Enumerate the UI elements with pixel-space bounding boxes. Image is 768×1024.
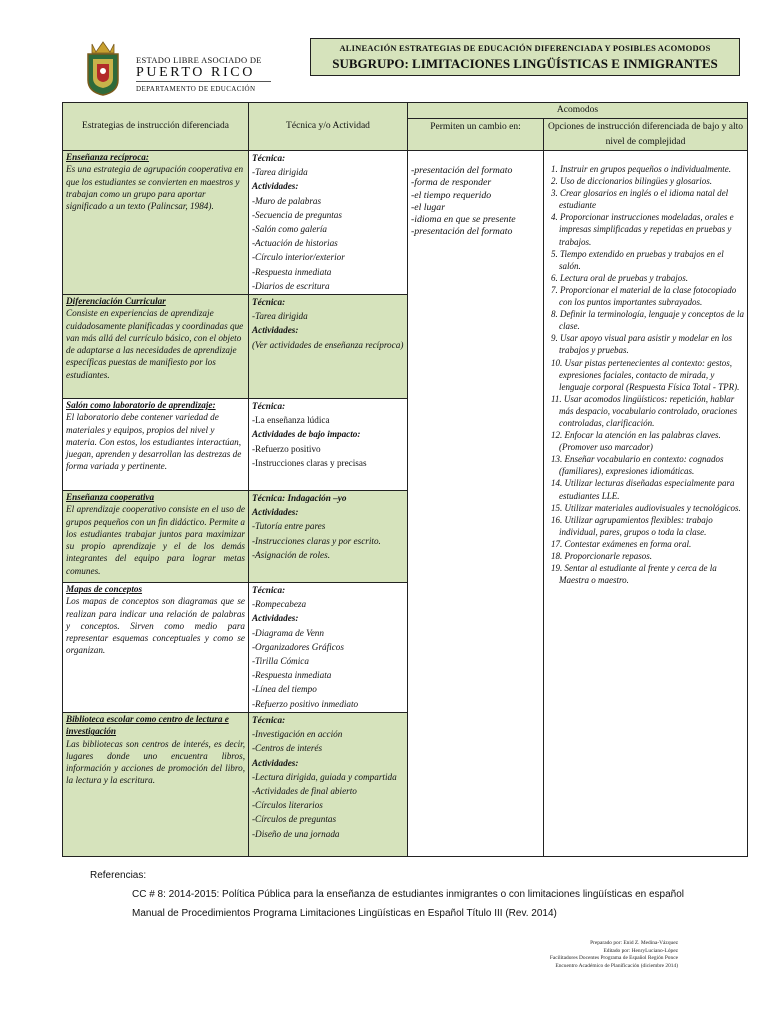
document-subtitle: SUBGRUPO: LIMITACIONES LINGÜÍSTICAS E INMIGRANTES [332, 56, 718, 71]
option-item: 2. Uso de diccionarios bilingües y glosarios. [551, 176, 712, 187]
activity-item: -Asignación de roles. [252, 549, 330, 560]
option-item: 16. Utilizar agrupamientos flexibles: trabajo individual, pares, grupos o toda la clase. [551, 514, 713, 537]
strategy-row [63, 713, 249, 857]
option-item: 14. Utilizar lecturas diseñadas especialmente para estudiantes LLE. [551, 478, 735, 501]
option-item: 3. Crear glosarios en inglés o el idioma natal del estudiante [551, 188, 729, 211]
change-item: -el tiempo requerido [411, 189, 492, 201]
logo-divider [136, 81, 271, 82]
references-heading: Referencias: [90, 870, 147, 881]
change-item: -presentación del formato [411, 165, 513, 176]
activity-item: -Actuación de historias [252, 238, 338, 249]
technique-item: -Investigación en acción [252, 729, 343, 740]
title-box [310, 38, 740, 76]
col-header-changes: Permiten un cambio en: [408, 119, 544, 151]
activity-item: -Organizadores Gráficos [252, 641, 344, 652]
activity-item: -Diagrama de Venn [252, 627, 324, 638]
option-item: 8. Definir la terminología, lenguaje y conceptos de la clase. [551, 309, 744, 332]
activity-item: -Tutoría entre pares [252, 521, 326, 532]
options-cell [544, 151, 748, 857]
technique-cell [249, 295, 408, 399]
col-header-technique: Técnica y/o Actividad [249, 103, 408, 151]
document-title: ALINEACIÓN ESTRATEGIAS DE EDUCACIÓN DIFERENCIADA Y POSIBLES ACOMODOS [339, 43, 711, 53]
technique-item: -Tarea dirigida [252, 167, 308, 178]
option-item: 10. Usar pistas pertenecientes al contexto: gestos, expresiones faciales, contacto de mirada, y lenguaje corporal (Respuesta Física Total - TPR). [551, 357, 740, 392]
department-logo [84, 40, 274, 98]
activity-item: -Diseño de una jornada [252, 828, 340, 839]
activity-item: -Línea del tiempo [252, 684, 317, 695]
credit-prepared-by: Preparado por: Enid Z. Medina-Vázquez [590, 940, 678, 946]
strategy-description: El aprendizaje cooperativo consiste en el uso de grupos pequeños con un fin didáctico. Permite a los estudiantes trabajar juntos para maximizar su propio aprendizaje y el de los demás integrantes del equipo para lograr metas comunes. [66, 504, 245, 576]
strategy-name: Salón como laboratorio de aprendizaje: [66, 400, 216, 410]
technique-cell [249, 583, 408, 713]
org-line-1: ESTADO LIBRE ASOCIADO DE [136, 55, 262, 65]
activity-item: -Refuerzo positivo [252, 443, 321, 454]
technique-item: -Rompecabeza [252, 599, 307, 610]
activities-heading: Actividades: [252, 757, 299, 768]
activity-item: -Respuesta inmediata [252, 670, 332, 681]
credit-edited-by: Editado por: HenryLuciano-López [603, 947, 678, 954]
activity-item: -Instrucciones claras y por escrito. [252, 535, 381, 546]
option-item: 5. Tiempo extendido en pruebas y trabajos en el salón. [551, 248, 724, 271]
option-item: 7. Proporcionar el material de la clase fotocopiado con los puntos importantes subrayados. [551, 284, 737, 308]
activities-heading: Actividades: [252, 181, 299, 192]
strategy-row [63, 583, 249, 713]
activity-item: -Muro de palabras [252, 195, 322, 206]
option-item: 19. Sentar al estudiante al frente y cerca de la Maestra o maestro. [551, 563, 717, 586]
activity-item: -Actividades de final abierto [252, 786, 357, 797]
option-item: 12. Enfocar la atención en las palabras claves. (Promover uso marcador) [551, 430, 721, 453]
activity-item: -Secuencia de preguntas [252, 209, 342, 220]
strategies-table [62, 102, 748, 857]
option-item: 17. Contestar exámenes en forma oral. [551, 538, 692, 549]
option-item: 11. Usar acomodos lingüísticos: repetición, hablar más despacio, vocabulario controlado, oraciones controladas, clarificación. [551, 393, 738, 428]
strategy-description: Los mapas de conceptos son diagramas que se realizan para indicar una relación de palabras y conceptos. Sirven como medio para representar esquemas conceptuales y como se organizan. [66, 596, 245, 656]
puerto-rico-seal-icon [84, 40, 122, 96]
credit-event: Encuentro Académico de Planificación (diciembre 2014) [555, 962, 678, 969]
strategy-name: Enseñanza recíproca: [66, 152, 149, 162]
activity-item: -Salón como galería [252, 224, 328, 235]
activity-item: -Instrucciones claras y precisas [252, 457, 367, 468]
strategy-name: Enseñanza cooperativa [66, 492, 155, 502]
technique-heading: Técnica: [252, 585, 286, 595]
activity-item: -Respuesta inmediata [252, 266, 332, 277]
change-item: -el lugar [411, 201, 446, 213]
technique-heading: Técnica: Indagación –yo [252, 493, 347, 503]
col-header-strategies: Estrategias de instrucción diferenciada [63, 103, 249, 151]
strategy-description: Las bibliotecas son centros de interés, es decir, lugares donde uno encuentra libros, información y acciones de promoción del libro, la lectura y la escritura. [66, 738, 245, 786]
reference-item: CC # 8: 2014-2015: Política Pública para la enseñanza de estudiantes inmigrantes o con limitaciones lingüísticas en español [132, 889, 685, 900]
strategy-description: El laboratorio debe contener variedad de materiales y equipos, propios del nivel y materia. Con estos, los estudiantes interactúan, juegan, aprenden y desarrollan las destrezas de forma variada y pertinente. [66, 412, 242, 472]
option-item: 6. Lectura oral de pruebas y trabajos. [551, 272, 688, 283]
change-item: -presentación del formato [411, 226, 513, 238]
technique-cell [249, 399, 408, 491]
org-line-3: DEPARTAMENTO DE EDUCACIÓN [136, 85, 256, 93]
activities-heading: Actividades de bajo impacto: [252, 429, 361, 440]
reference-item: Manual de Procedimientos Programa Limitaciones Lingüísticas en Español Título III (Rev. 2014) [132, 908, 557, 919]
strategy-row [63, 295, 249, 399]
activity-item: -Círculos literarios [252, 800, 323, 811]
activities-heading: Actividades: [252, 613, 299, 624]
strategy-row [63, 399, 249, 491]
activities-heading: Actividades: [252, 507, 299, 518]
strategy-description: Consiste en experiencias de aprendizaje cuidadosamente planificadas y coordinadas que van más allá del currículo básico, con el objeto de adaptarse a las necesidades de aprendizaje específicas puestas de manifiesto por los estudiantes. [66, 308, 244, 380]
technique-item: -Tarea dirigida [252, 311, 308, 322]
option-item: 9. Usar apoyo visual para asistir y modelar en los trabajos y pruebas. [551, 333, 732, 356]
changes-cell [408, 151, 544, 857]
option-item: 18. Proporcionarle repasos. [551, 551, 652, 561]
technique-heading: Técnica: [252, 401, 286, 411]
technique-heading: Técnica: [252, 297, 286, 307]
change-item: -idioma en que se presente [411, 214, 516, 226]
org-line-2: PUERTO RICO [136, 65, 255, 80]
technique-heading: Técnica: [252, 153, 286, 163]
option-item: 15. Utilizar materiales audiovisuales y tecnológicos. [551, 502, 741, 513]
activities-heading: Actividades: [252, 325, 299, 336]
technique-cell [249, 491, 408, 583]
strategy-name: Biblioteca escolar como centro de lectura e investigación [66, 714, 229, 737]
strategy-row [63, 491, 249, 583]
strategy-description: Es una estrategia de agrupación cooperativa en que los estudiantes se convierten en maestros y trabajan como un grupo para aportar significado a un texto (Palincsar, 1984). [66, 164, 244, 212]
strategy-name: Mapas de conceptos [66, 584, 143, 594]
option-item: 4. Proporcionar instrucciones modeladas, orales e impresas simplificadas y repetidas en pruebas y trabajos. [551, 212, 734, 247]
strategy-row [63, 151, 249, 295]
col-header-acomodos: Acomodos [408, 103, 748, 119]
activity-item: -Refuerzo positivo inmediato [252, 698, 359, 709]
credit-facilitators: Facilitadores Docentes Programa de Español Región Ponce [549, 955, 678, 961]
activity-item: (Ver actividades de enseñanza recíproca) [252, 339, 404, 350]
activity-item: -Círculos de preguntas [252, 814, 337, 825]
activity-item: -Lectura dirigida, guiada y compartida [252, 771, 397, 782]
option-item: 1. Instruir en grupos pequeños o individualmente. [551, 164, 731, 174]
technique-cell [249, 151, 408, 295]
strategy-name: Diferenciación Curricular [66, 296, 166, 306]
activity-item: -Círculo interior/exterior [252, 252, 345, 263]
references [90, 870, 685, 919]
change-item: -forma de responder [411, 177, 492, 189]
technique-item: -La enseñanza lúdica [252, 415, 330, 426]
technique-item: -Centros de interés [252, 743, 323, 754]
option-item: 13. Enseñar vocabulario en contexto: cognados (familiares), expresiones idiomáticas. [551, 454, 724, 477]
activity-item: -Tirilla Cómica [252, 656, 309, 667]
technique-heading: Técnica: [252, 715, 286, 725]
activity-item: -Diarios de escritura [252, 280, 330, 291]
col-header-options: Opciones de instrucción diferenciada de bajo y alto nivel de complejidad [544, 119, 748, 151]
credits [550, 940, 678, 970]
technique-cell [249, 713, 408, 857]
